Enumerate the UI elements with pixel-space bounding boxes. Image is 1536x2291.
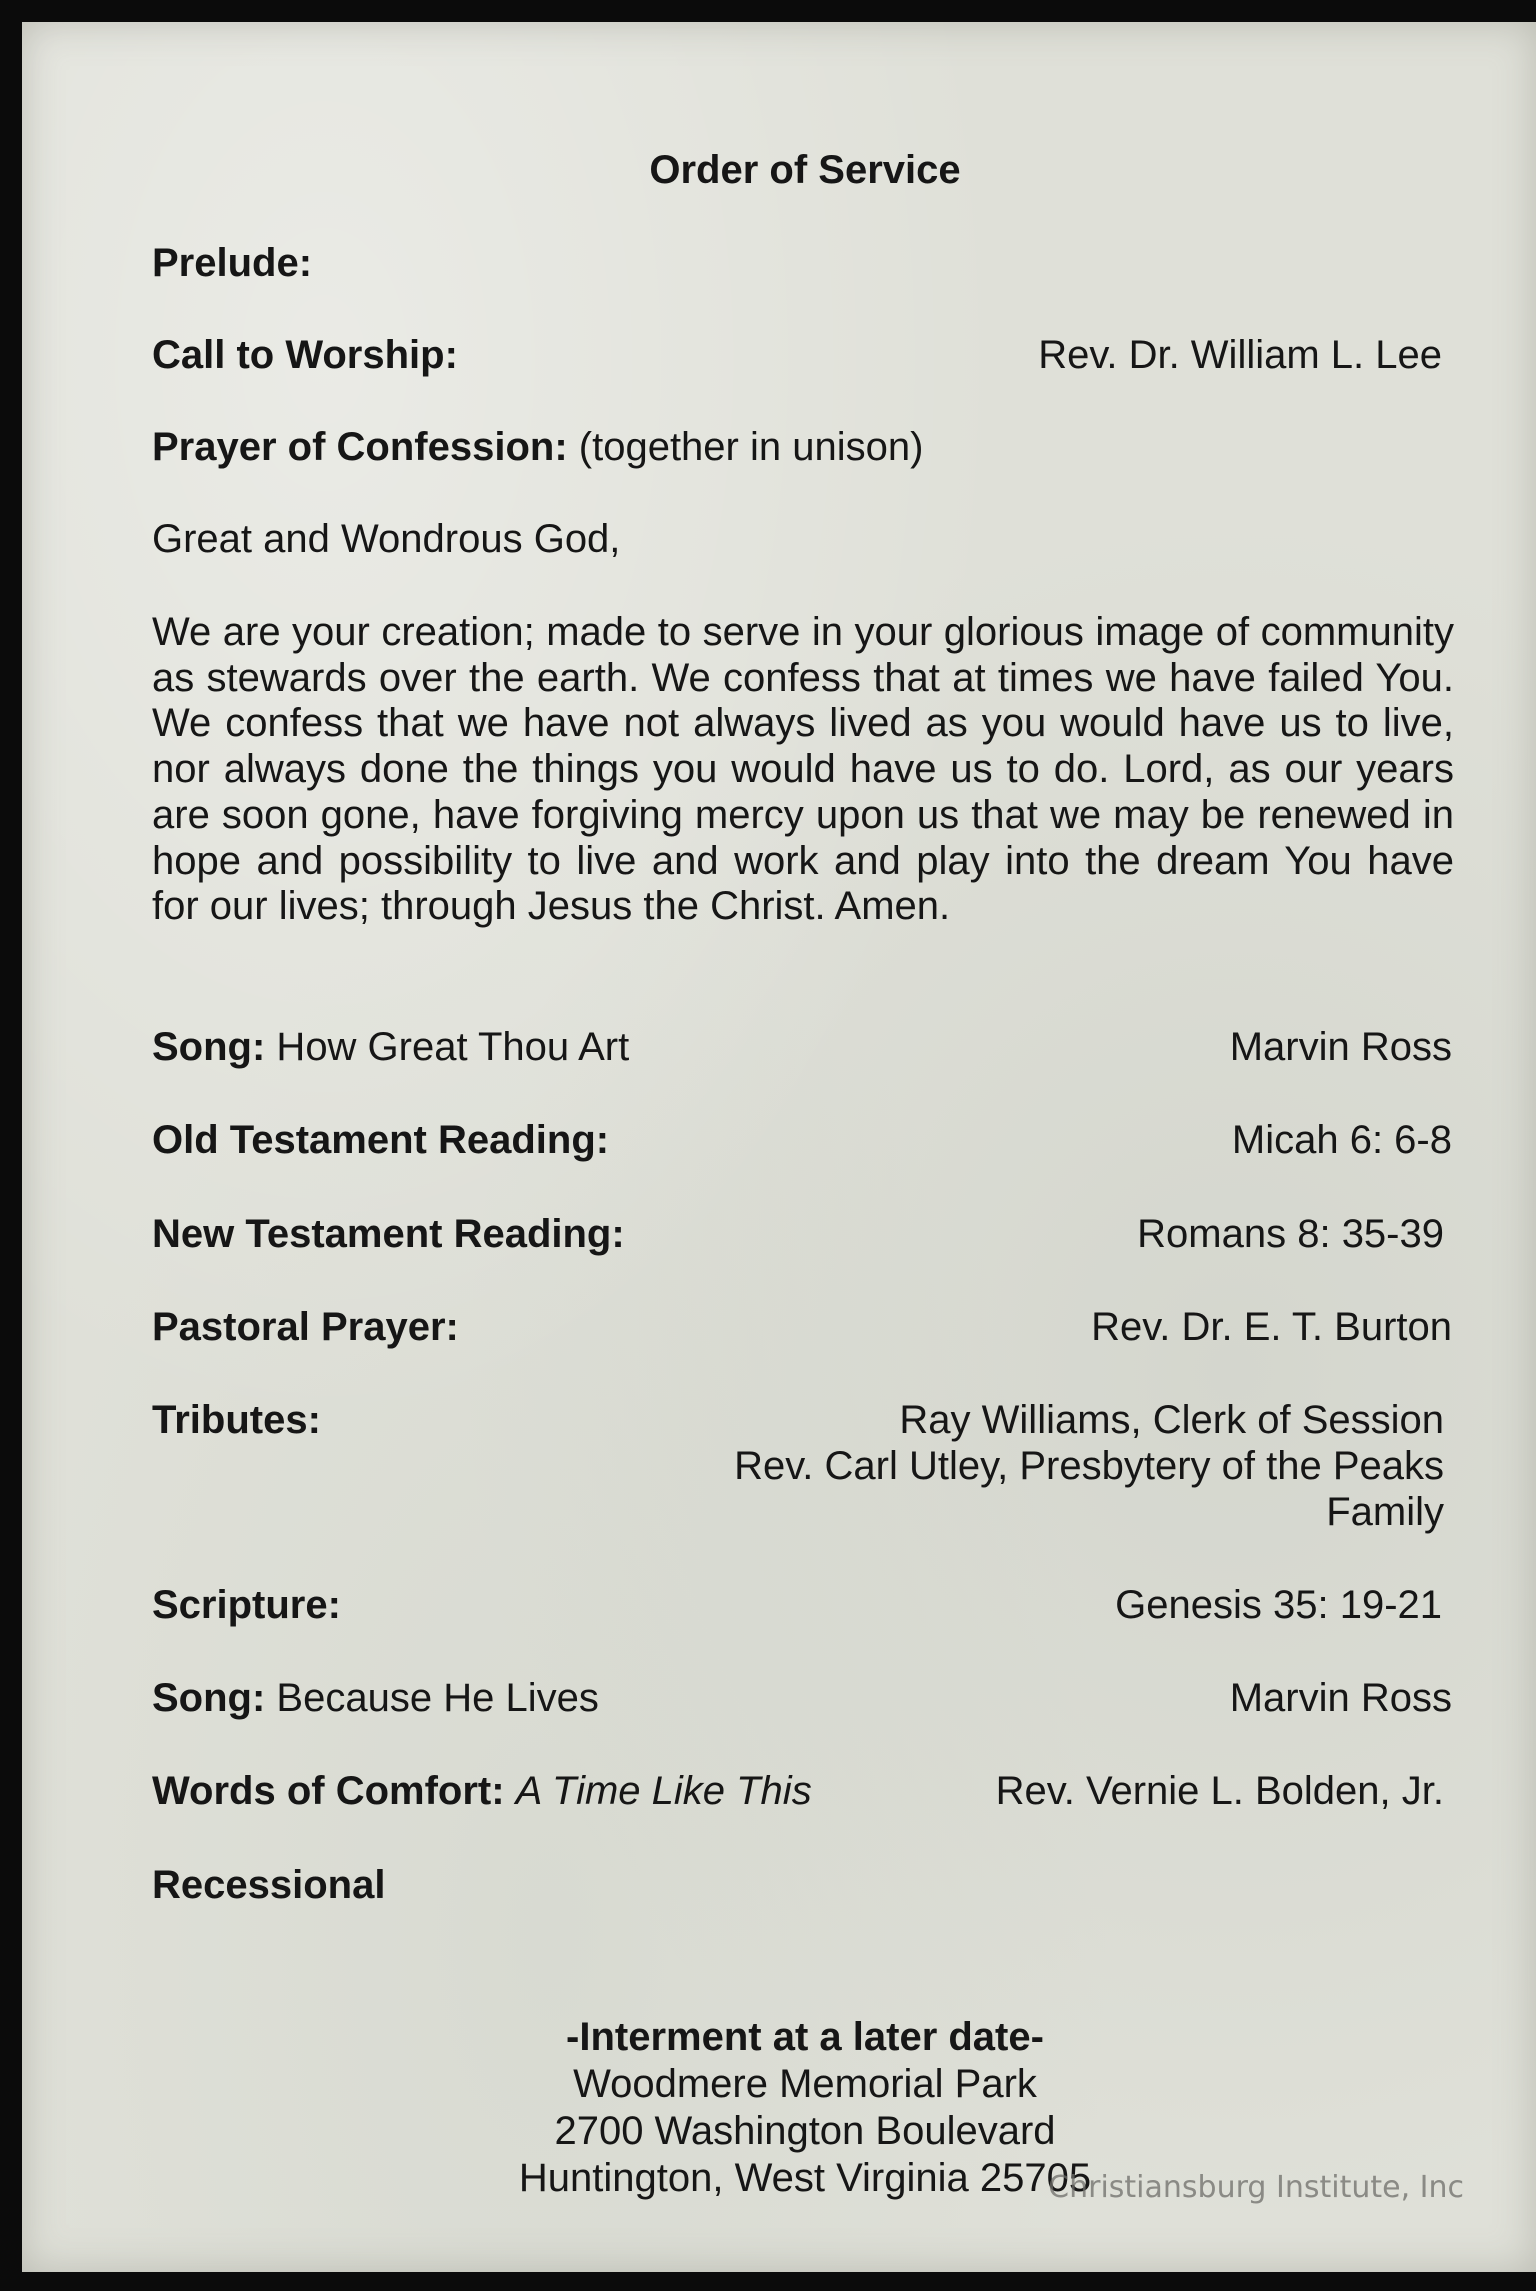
song-2-performer: Marvin Ross bbox=[1229, 1676, 1452, 1720]
song-1-label: Song: bbox=[152, 1025, 266, 1069]
cemetery-name: Woodmere Memorial Park bbox=[573, 2062, 1037, 2106]
words-of-comfort-title: A Time Like This bbox=[515, 1769, 812, 1813]
scripture-row bbox=[152, 1582, 1452, 1628]
program-page bbox=[22, 22, 1536, 2272]
interment-heading: -Interment at a later date- bbox=[566, 2015, 1044, 2059]
new-testament-label: New Testament Reading: bbox=[152, 1212, 625, 1256]
prayer-of-confession-label: Prayer of Confession: bbox=[152, 425, 568, 469]
prelude-label: Prelude: bbox=[152, 241, 313, 285]
recessional-row bbox=[152, 1862, 1452, 1908]
tribute-line: Family bbox=[1326, 1490, 1444, 1534]
old-testament-label: Old Testament Reading: bbox=[152, 1118, 610, 1162]
old-testament-passage: Micah 6: 6-8 bbox=[1231, 1118, 1452, 1162]
page-title: Order of Service bbox=[649, 148, 961, 192]
prayer-of-confession-note: (together in unison) bbox=[567, 425, 924, 469]
pastoral-prayer-leader: Rev. Dr. E. T. Burton bbox=[1091, 1305, 1452, 1349]
pastoral-prayer-row bbox=[152, 1304, 1452, 1350]
new-testament-row bbox=[152, 1211, 1452, 1257]
scripture-passage: Genesis 35: 19-21 bbox=[1115, 1583, 1442, 1627]
prayer-of-confession-row bbox=[152, 424, 1452, 470]
words-of-comfort-speaker: Rev. Vernie L. Bolden, Jr. bbox=[995, 1769, 1444, 1813]
tributes-row bbox=[152, 1397, 1452, 1537]
tributes-list bbox=[734, 1397, 1444, 1535]
prelude-row bbox=[152, 240, 1452, 286]
call-to-worship-row bbox=[152, 332, 1452, 378]
words-of-comfort-label: Words of Comfort: bbox=[152, 1769, 505, 1813]
prayer-text: We are your creation; made to serve in your glorious image of community as stewards over the earth. We confess that at times we have failed You. We confess that we have not always lived as you would have us to live, nor always done the things you would have us to do. Lord, as our years are soon gone, have forgiving mercy upon us that we may be renewed in hope and possibility to live and work and play into the dream You have for our lives; through Jesus the Christ. Amen. bbox=[152, 610, 1454, 929]
song-1-row bbox=[152, 1024, 1452, 1070]
call-to-worship-label: Call to Worship: bbox=[152, 333, 458, 377]
song-1-title: How Great Thou Art bbox=[265, 1025, 630, 1069]
tribute-line: Rev. Carl Utley, Presbytery of the Peaks bbox=[734, 1444, 1444, 1488]
recessional-label: Recessional bbox=[152, 1863, 386, 1907]
song-2-title: Because He Lives bbox=[265, 1676, 599, 1720]
pastoral-prayer-label: Pastoral Prayer: bbox=[152, 1305, 459, 1349]
scripture-label: Scripture: bbox=[152, 1583, 341, 1627]
song-2-label: Song: bbox=[152, 1676, 266, 1720]
cemetery-street: 2700 Washington Boulevard bbox=[554, 2109, 1056, 2153]
words-of-comfort-row bbox=[152, 1768, 1452, 1814]
tribute-line: Ray Williams, Clerk of Session bbox=[899, 1398, 1444, 1442]
watermark: Christiansburg Institute, Inc bbox=[1048, 2170, 1464, 2205]
prayer-greeting: Great and Wondrous God, bbox=[152, 517, 621, 561]
call-to-worship-leader: Rev. Dr. William L. Lee bbox=[1038, 333, 1442, 377]
old-testament-row bbox=[152, 1117, 1452, 1163]
song-1-performer: Marvin Ross bbox=[1229, 1025, 1452, 1069]
new-testament-passage: Romans 8: 35-39 bbox=[1137, 1212, 1444, 1256]
song-2-row bbox=[152, 1675, 1452, 1721]
tributes-label: Tributes: bbox=[152, 1398, 321, 1442]
cemetery-city: Huntington, West Virginia 25705 bbox=[518, 2156, 1092, 2200]
